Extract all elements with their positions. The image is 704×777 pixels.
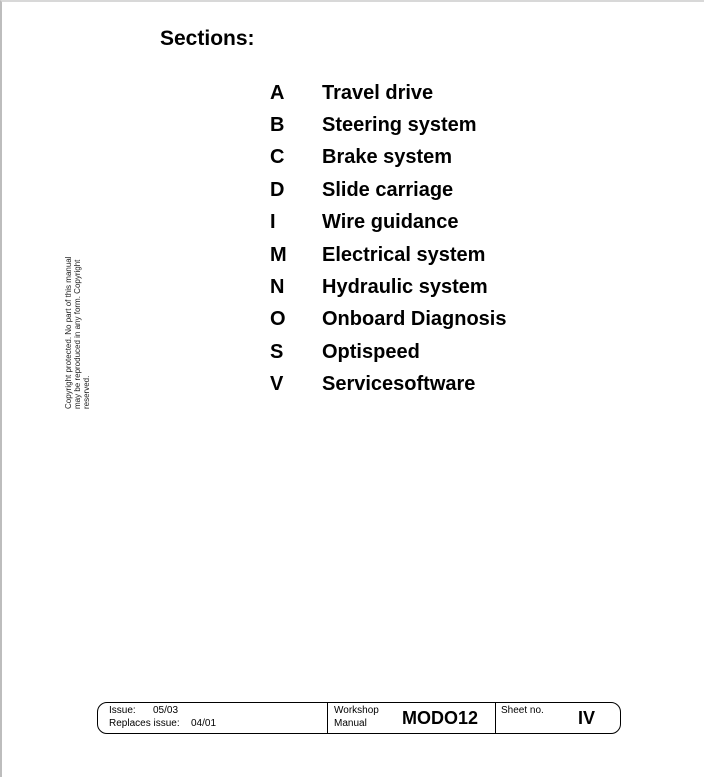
section-title: Electrical system xyxy=(322,244,486,266)
section-title: Steering system xyxy=(322,114,477,136)
replaces-issue-value: 04/01 xyxy=(191,718,217,729)
section-letter: D xyxy=(270,179,285,201)
section-letter: A xyxy=(270,82,285,104)
section-title: Brake system xyxy=(322,146,453,168)
copyright-notice xyxy=(64,239,91,409)
section-letter: M xyxy=(270,244,287,266)
section-letter: C xyxy=(270,146,285,168)
section-row-m xyxy=(270,244,590,270)
section-row-a xyxy=(270,82,590,108)
manual-type-label: Workshop xyxy=(334,705,379,716)
sheet-number-label: Sheet no. xyxy=(501,705,544,716)
section-row-c xyxy=(270,146,590,172)
section-title: Onboard Diagnosis xyxy=(322,308,507,330)
issue-label: Issue: xyxy=(109,705,136,716)
section-letter: N xyxy=(270,276,285,298)
section-row-o xyxy=(270,308,590,334)
section-title: Servicesoftware xyxy=(322,373,476,395)
section-letter: S xyxy=(270,341,284,363)
section-letter: I xyxy=(270,211,276,233)
section-letter: O xyxy=(270,308,286,330)
section-row-i xyxy=(270,211,590,237)
model-name: MODO12 xyxy=(402,708,479,728)
footer-divider xyxy=(327,703,328,733)
section-letter: V xyxy=(270,373,284,395)
section-row-s xyxy=(270,341,590,367)
section-row-n xyxy=(270,276,590,302)
manual-type-label: Manual xyxy=(334,718,367,729)
section-title: Wire guidance xyxy=(322,211,459,233)
title-block xyxy=(97,702,621,734)
footer-divider xyxy=(495,703,496,733)
section-letter: B xyxy=(270,114,285,136)
section-title: Travel drive xyxy=(322,82,434,104)
section-row-v xyxy=(270,373,590,399)
section-title: Hydraulic system xyxy=(322,276,488,298)
sheet-number-value: IV xyxy=(578,708,596,728)
section-row-b xyxy=(270,114,590,140)
copyright-line: may be reproduced in any form. Copyright xyxy=(73,259,82,409)
copyright-line: Copyright protected. No part of this manual xyxy=(64,256,73,409)
section-title: Optispeed xyxy=(322,341,420,363)
section-row-d xyxy=(270,179,590,205)
copyright-line: reserved. xyxy=(82,375,91,409)
page-heading: Sections: xyxy=(160,27,255,50)
section-title: Slide carriage xyxy=(322,179,454,201)
issue-value: 05/03 xyxy=(153,705,179,716)
replaces-issue-label: Replaces issue: xyxy=(109,718,180,729)
